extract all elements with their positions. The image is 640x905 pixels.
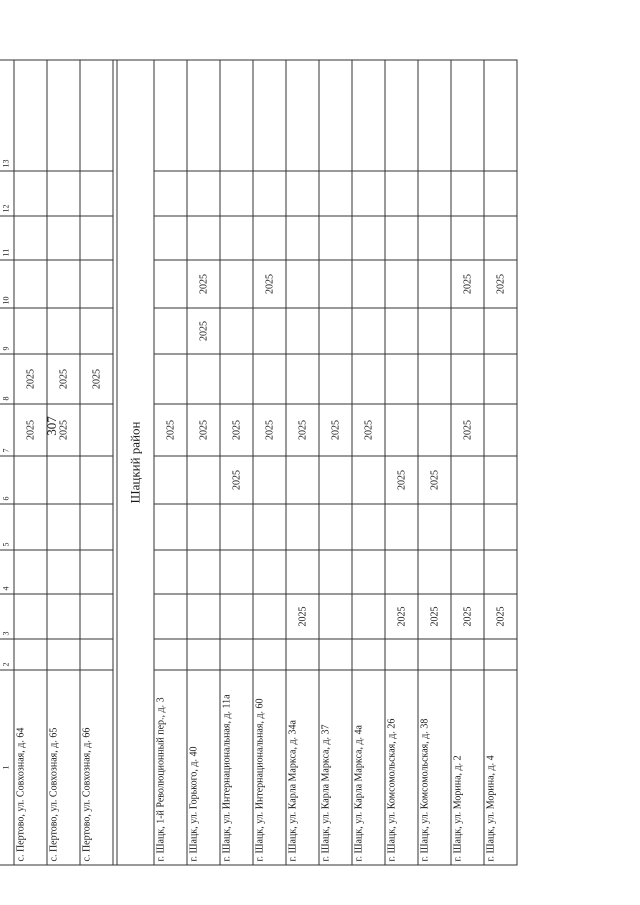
year-cell (154, 504, 187, 550)
table-row (47, 60, 80, 865)
year-cell (484, 639, 517, 670)
year-cell (14, 594, 47, 639)
year-cell (319, 260, 352, 308)
year-cell (484, 216, 517, 260)
year-cell: 2025 (418, 456, 451, 504)
year-cell: 2025 (352, 404, 385, 456)
address-cell: с. Пертово, ул. Совхозная, д. 64 (14, 670, 47, 865)
year-cell (451, 308, 484, 354)
year-cell (484, 456, 517, 504)
year-cell (385, 60, 418, 171)
year-cell (286, 354, 319, 404)
year-cell (484, 171, 517, 216)
year-cell (352, 504, 385, 550)
address-cell: г. Шацк, ул. Горького, д. 40 (187, 670, 220, 865)
year-cell (253, 171, 286, 216)
year-cell (220, 504, 253, 550)
year-cell: 2025 (484, 594, 517, 639)
year-cell: 2025 (286, 594, 319, 639)
year-cell (286, 60, 319, 171)
address-cell: г. Шацк, ул. Морина, д. 2 (451, 670, 484, 865)
year-cell (220, 260, 253, 308)
year-cell (451, 171, 484, 216)
year-cell (47, 60, 80, 171)
year-cell (253, 354, 286, 404)
year-cell (47, 216, 80, 260)
year-cell (154, 354, 187, 404)
year-cell (154, 171, 187, 216)
year-cell (286, 456, 319, 504)
year-cell: 2025 (253, 260, 286, 308)
year-cell (484, 60, 517, 171)
year-cell (80, 456, 113, 504)
year-cell (352, 216, 385, 260)
year-cell: 2025 (187, 260, 220, 308)
year-cell (80, 550, 113, 594)
year-cell: 2025 (187, 404, 220, 456)
year-cell (253, 639, 286, 670)
year-cell (154, 216, 187, 260)
year-cell: 2025 (451, 404, 484, 456)
year-cell (286, 504, 319, 550)
year-cell: 2025 (187, 308, 220, 354)
year-cell (319, 550, 352, 594)
column-header: 11 (0, 216, 14, 260)
address-cell: г. Шацк, ул. Интернациональная, д. 11а (220, 670, 253, 865)
year-cell (451, 354, 484, 404)
year-cell (385, 216, 418, 260)
column-header: 13 (0, 60, 14, 171)
year-cell (14, 216, 47, 260)
table-row (253, 60, 286, 865)
year-cell (220, 639, 253, 670)
year-cell (187, 354, 220, 404)
year-cell (253, 308, 286, 354)
year-cell (220, 354, 253, 404)
year-cell (451, 216, 484, 260)
column-header: 10 (0, 260, 14, 308)
table-row (385, 60, 418, 865)
address-cell: г. Шацк, 1-й Революционный пер., д. 3 (154, 670, 187, 865)
year-cell (319, 171, 352, 216)
year-cell (47, 308, 80, 354)
table-row (319, 60, 352, 865)
year-cell (187, 639, 220, 670)
year-cell (47, 456, 80, 504)
year-cell (451, 60, 484, 171)
header-row (0, 60, 14, 865)
page-number: 307 (44, 416, 59, 436)
year-cell (187, 456, 220, 504)
year-cell (418, 260, 451, 308)
year-cell (319, 308, 352, 354)
column-header: 2 (0, 639, 14, 670)
year-cell (352, 550, 385, 594)
column-header: 1 (0, 670, 14, 865)
year-cell (385, 354, 418, 404)
year-cell (418, 60, 451, 171)
address-cell: г. Шацк, ул. Карла Маркса, д. 4а (352, 670, 385, 865)
year-cell (385, 404, 418, 456)
table-row (286, 60, 319, 865)
year-cell (187, 504, 220, 550)
year-cell (319, 354, 352, 404)
year-cell: 2025 (286, 404, 319, 456)
year-cell (14, 639, 47, 670)
year-cell: 2025 (154, 404, 187, 456)
year-cell (286, 171, 319, 216)
address-cell: г. Шацк, ул. Карла Маркса, д. 34а (286, 670, 319, 865)
year-cell (451, 550, 484, 594)
year-cell (484, 550, 517, 594)
year-cell (418, 504, 451, 550)
year-cell (14, 171, 47, 216)
year-cell: 2025 (484, 260, 517, 308)
year-cell (47, 639, 80, 670)
year-cell (352, 171, 385, 216)
year-cell (319, 639, 352, 670)
year-cell (220, 308, 253, 354)
year-cell (418, 308, 451, 354)
year-cell (80, 308, 113, 354)
year-cell (451, 639, 484, 670)
year-cell (253, 456, 286, 504)
year-cell (220, 594, 253, 639)
year-cell (319, 594, 352, 639)
year-cell (80, 504, 113, 550)
table-body (0, 60, 517, 865)
section-title: Шацкий район (117, 60, 154, 865)
year-cell (352, 308, 385, 354)
year-cell (451, 504, 484, 550)
year-cell (80, 171, 113, 216)
address-cell: с. Пертово, ул. Совхозная, д. 66 (80, 670, 113, 865)
year-cell (220, 60, 253, 171)
year-cell (14, 550, 47, 594)
year-cell (47, 550, 80, 594)
column-header: 3 (0, 594, 14, 639)
year-cell: 2025 (80, 354, 113, 404)
column-header: 5 (0, 504, 14, 550)
year-cell (154, 60, 187, 171)
year-cell (484, 404, 517, 456)
year-cell (319, 456, 352, 504)
column-header: 4 (0, 550, 14, 594)
address-cell: г. Шацк, ул. Комсомольская, д. 26 (385, 670, 418, 865)
year-cell (47, 171, 80, 216)
year-cell (80, 404, 113, 456)
column-header: 9 (0, 308, 14, 354)
year-cell (187, 550, 220, 594)
year-cell (253, 60, 286, 171)
year-cell (80, 594, 113, 639)
year-cell (80, 60, 113, 171)
year-cell (14, 60, 47, 171)
column-header: 7 (0, 404, 14, 456)
year-cell (253, 216, 286, 260)
address-cell: г. Шацк, ул. Комсомольская, д. 38 (418, 670, 451, 865)
table-row (154, 60, 187, 865)
year-cell: 2025 (385, 594, 418, 639)
year-cell (187, 594, 220, 639)
year-cell (385, 504, 418, 550)
address-cell: с. Пертово, ул. Совхозная, д. 65 (47, 670, 80, 865)
table-row (187, 60, 220, 865)
year-cell (154, 550, 187, 594)
year-cell (80, 639, 113, 670)
year-cell (352, 60, 385, 171)
year-cell: 2025 (47, 354, 80, 404)
year-cell (187, 216, 220, 260)
address-cell: г. Шацк, ул. Интернациональная, д. 60 (253, 670, 286, 865)
year-cell (418, 404, 451, 456)
year-cell (14, 456, 47, 504)
year-cell (154, 594, 187, 639)
year-cell: 2025 (220, 456, 253, 504)
year-cell: 2025 (253, 404, 286, 456)
data-table (0, 60, 518, 866)
year-cell (154, 456, 187, 504)
year-cell (154, 639, 187, 670)
year-cell (352, 456, 385, 504)
year-cell: 2025 (220, 404, 253, 456)
year-cell (484, 308, 517, 354)
year-cell (80, 216, 113, 260)
year-cell: 2025 (47, 404, 80, 456)
address-cell: г. Шацк, ул. Карла Маркса, д. 37 (319, 670, 352, 865)
year-cell (154, 260, 187, 308)
year-cell (418, 550, 451, 594)
table-row (451, 60, 484, 865)
year-cell (286, 216, 319, 260)
table-row (484, 60, 517, 865)
year-cell (47, 504, 80, 550)
year-cell (253, 550, 286, 594)
year-cell: 2025 (451, 260, 484, 308)
year-cell (385, 550, 418, 594)
year-cell (47, 594, 80, 639)
year-cell (220, 171, 253, 216)
year-cell (352, 354, 385, 404)
year-cell: 2025 (319, 404, 352, 456)
year-cell: 2025 (14, 354, 47, 404)
year-cell (253, 594, 286, 639)
year-cell (14, 308, 47, 354)
year-cell: 2025 (14, 404, 47, 456)
year-cell (14, 504, 47, 550)
year-cell (385, 260, 418, 308)
table-row (418, 60, 451, 865)
year-cell (418, 171, 451, 216)
table-row (352, 60, 385, 865)
year-cell (352, 594, 385, 639)
section-row (117, 60, 154, 865)
year-cell (154, 308, 187, 354)
column-header: 8 (0, 354, 14, 404)
year-cell (319, 216, 352, 260)
table-row (220, 60, 253, 865)
year-cell (286, 550, 319, 594)
year-cell (220, 216, 253, 260)
year-cell (352, 260, 385, 308)
year-cell (385, 308, 418, 354)
year-cell (80, 260, 113, 308)
year-cell (286, 260, 319, 308)
year-cell (319, 504, 352, 550)
year-cell (418, 354, 451, 404)
year-cell (220, 550, 253, 594)
table-row (80, 60, 113, 865)
column-header: 12 (0, 171, 14, 216)
year-cell (385, 171, 418, 216)
year-cell (14, 260, 47, 308)
table-row (14, 60, 47, 865)
year-cell (484, 354, 517, 404)
year-cell: 2025 (385, 456, 418, 504)
year-cell (352, 639, 385, 670)
year-cell (418, 216, 451, 260)
year-cell (187, 60, 220, 171)
year-cell (286, 308, 319, 354)
year-cell (451, 456, 484, 504)
year-cell (253, 504, 286, 550)
year-cell (385, 639, 418, 670)
address-cell: г. Шацк, ул. Морина, д. 4 (484, 670, 517, 865)
year-cell (418, 639, 451, 670)
year-cell (47, 260, 80, 308)
rotated-table-wrapper (0, 61, 509, 866)
year-cell (319, 60, 352, 171)
year-cell (187, 171, 220, 216)
column-header: 6 (0, 456, 14, 504)
year-cell: 2025 (418, 594, 451, 639)
year-cell (484, 504, 517, 550)
year-cell (286, 639, 319, 670)
year-cell: 2025 (451, 594, 484, 639)
